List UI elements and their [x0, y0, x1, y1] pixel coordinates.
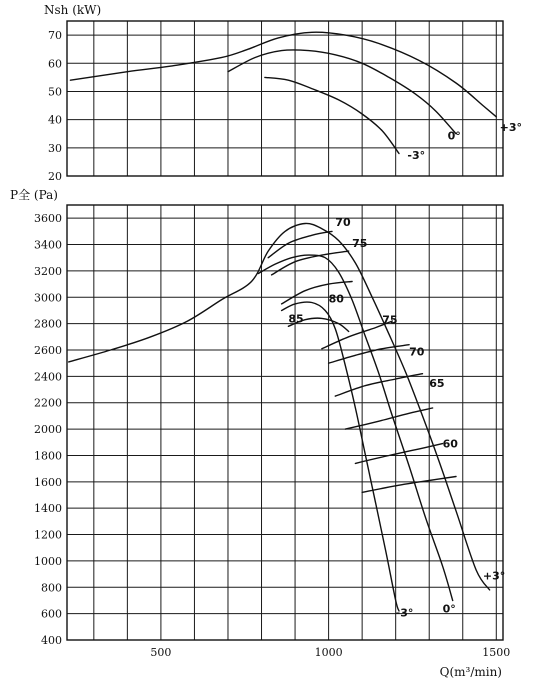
y-tick-label: 40 — [48, 113, 62, 127]
y-tick-label: 2400 — [34, 370, 62, 384]
x-tick-label: 1500 — [482, 646, 511, 659]
curve-label: 70 — [335, 216, 351, 230]
curve-label: 0° — [447, 129, 461, 143]
total-pressure-curve-labels — [288, 216, 505, 619]
curve-label: 60 — [442, 437, 458, 451]
total-pressure-grid — [67, 205, 506, 640]
flow-x-ticks — [150, 646, 510, 659]
curve-label: 80 — [328, 292, 344, 306]
curve-label: 75 — [352, 237, 368, 251]
efficiency-contour-line — [345, 408, 432, 429]
x-tick-label: 500 — [150, 646, 172, 659]
curve-label: -3° — [395, 606, 414, 620]
curve-label: 0° — [442, 602, 456, 616]
total-pressure-frame — [67, 205, 506, 640]
y-tick-label: 600 — [41, 607, 62, 621]
total-pressure-y-ticks — [34, 212, 62, 647]
y-tick-label: 800 — [41, 581, 62, 595]
y-tick-label: 3200 — [34, 264, 62, 278]
curve-label: -3° — [407, 149, 426, 163]
y-tick-label: 2000 — [34, 423, 62, 437]
x-tick-label: 1000 — [314, 646, 343, 659]
shaft-power-curve-labels — [407, 121, 522, 162]
y-tick-label: 60 — [48, 57, 62, 71]
y-tick-label: 1600 — [34, 475, 62, 489]
curve-label: +3° — [499, 120, 523, 134]
curve-label: 70 — [409, 345, 425, 359]
shaft-power-frame — [67, 21, 503, 176]
total-pressure-panel — [10, 187, 510, 679]
blade-angle-curve — [70, 32, 496, 117]
y-tick-label: 3400 — [34, 238, 62, 252]
blade-angle-curve — [265, 77, 399, 153]
y-tick-label: 20 — [48, 170, 62, 183]
shaft-power-y-ticks — [48, 29, 62, 183]
y-tick-label: 30 — [48, 141, 62, 155]
y-tick-label: 1800 — [34, 449, 62, 463]
total-pressure-axis-title: P全 (Pa) — [10, 188, 58, 202]
y-tick-label: 3000 — [34, 291, 62, 305]
y-tick-label: 2600 — [34, 344, 62, 357]
shaft-power-panel — [44, 3, 522, 183]
shaft-power-grid — [67, 21, 503, 176]
flow-axis-title: Q(m³/min) — [439, 665, 502, 679]
y-tick-label: 1200 — [34, 528, 62, 542]
shaft-power-series — [70, 32, 496, 153]
y-tick-label: 1400 — [34, 502, 62, 516]
y-tick-label: 70 — [48, 29, 62, 43]
curve-label: 85 — [288, 312, 304, 326]
y-tick-label: 3600 — [34, 212, 62, 226]
curve-label: 75 — [382, 313, 398, 327]
y-tick-label: 2800 — [34, 317, 62, 331]
y-tick-label: 2200 — [34, 396, 62, 410]
curve-label: +3° — [482, 569, 506, 583]
y-tick-label: 50 — [48, 85, 62, 99]
y-tick-label: 400 — [41, 634, 62, 647]
efficiency-contour-line — [362, 477, 456, 493]
shaft-power-axis-title: Nsh (kW) — [44, 3, 102, 17]
y-tick-label: 1000 — [34, 554, 62, 568]
total-pressure-series — [69, 223, 490, 611]
curve-label: 65 — [429, 376, 445, 390]
